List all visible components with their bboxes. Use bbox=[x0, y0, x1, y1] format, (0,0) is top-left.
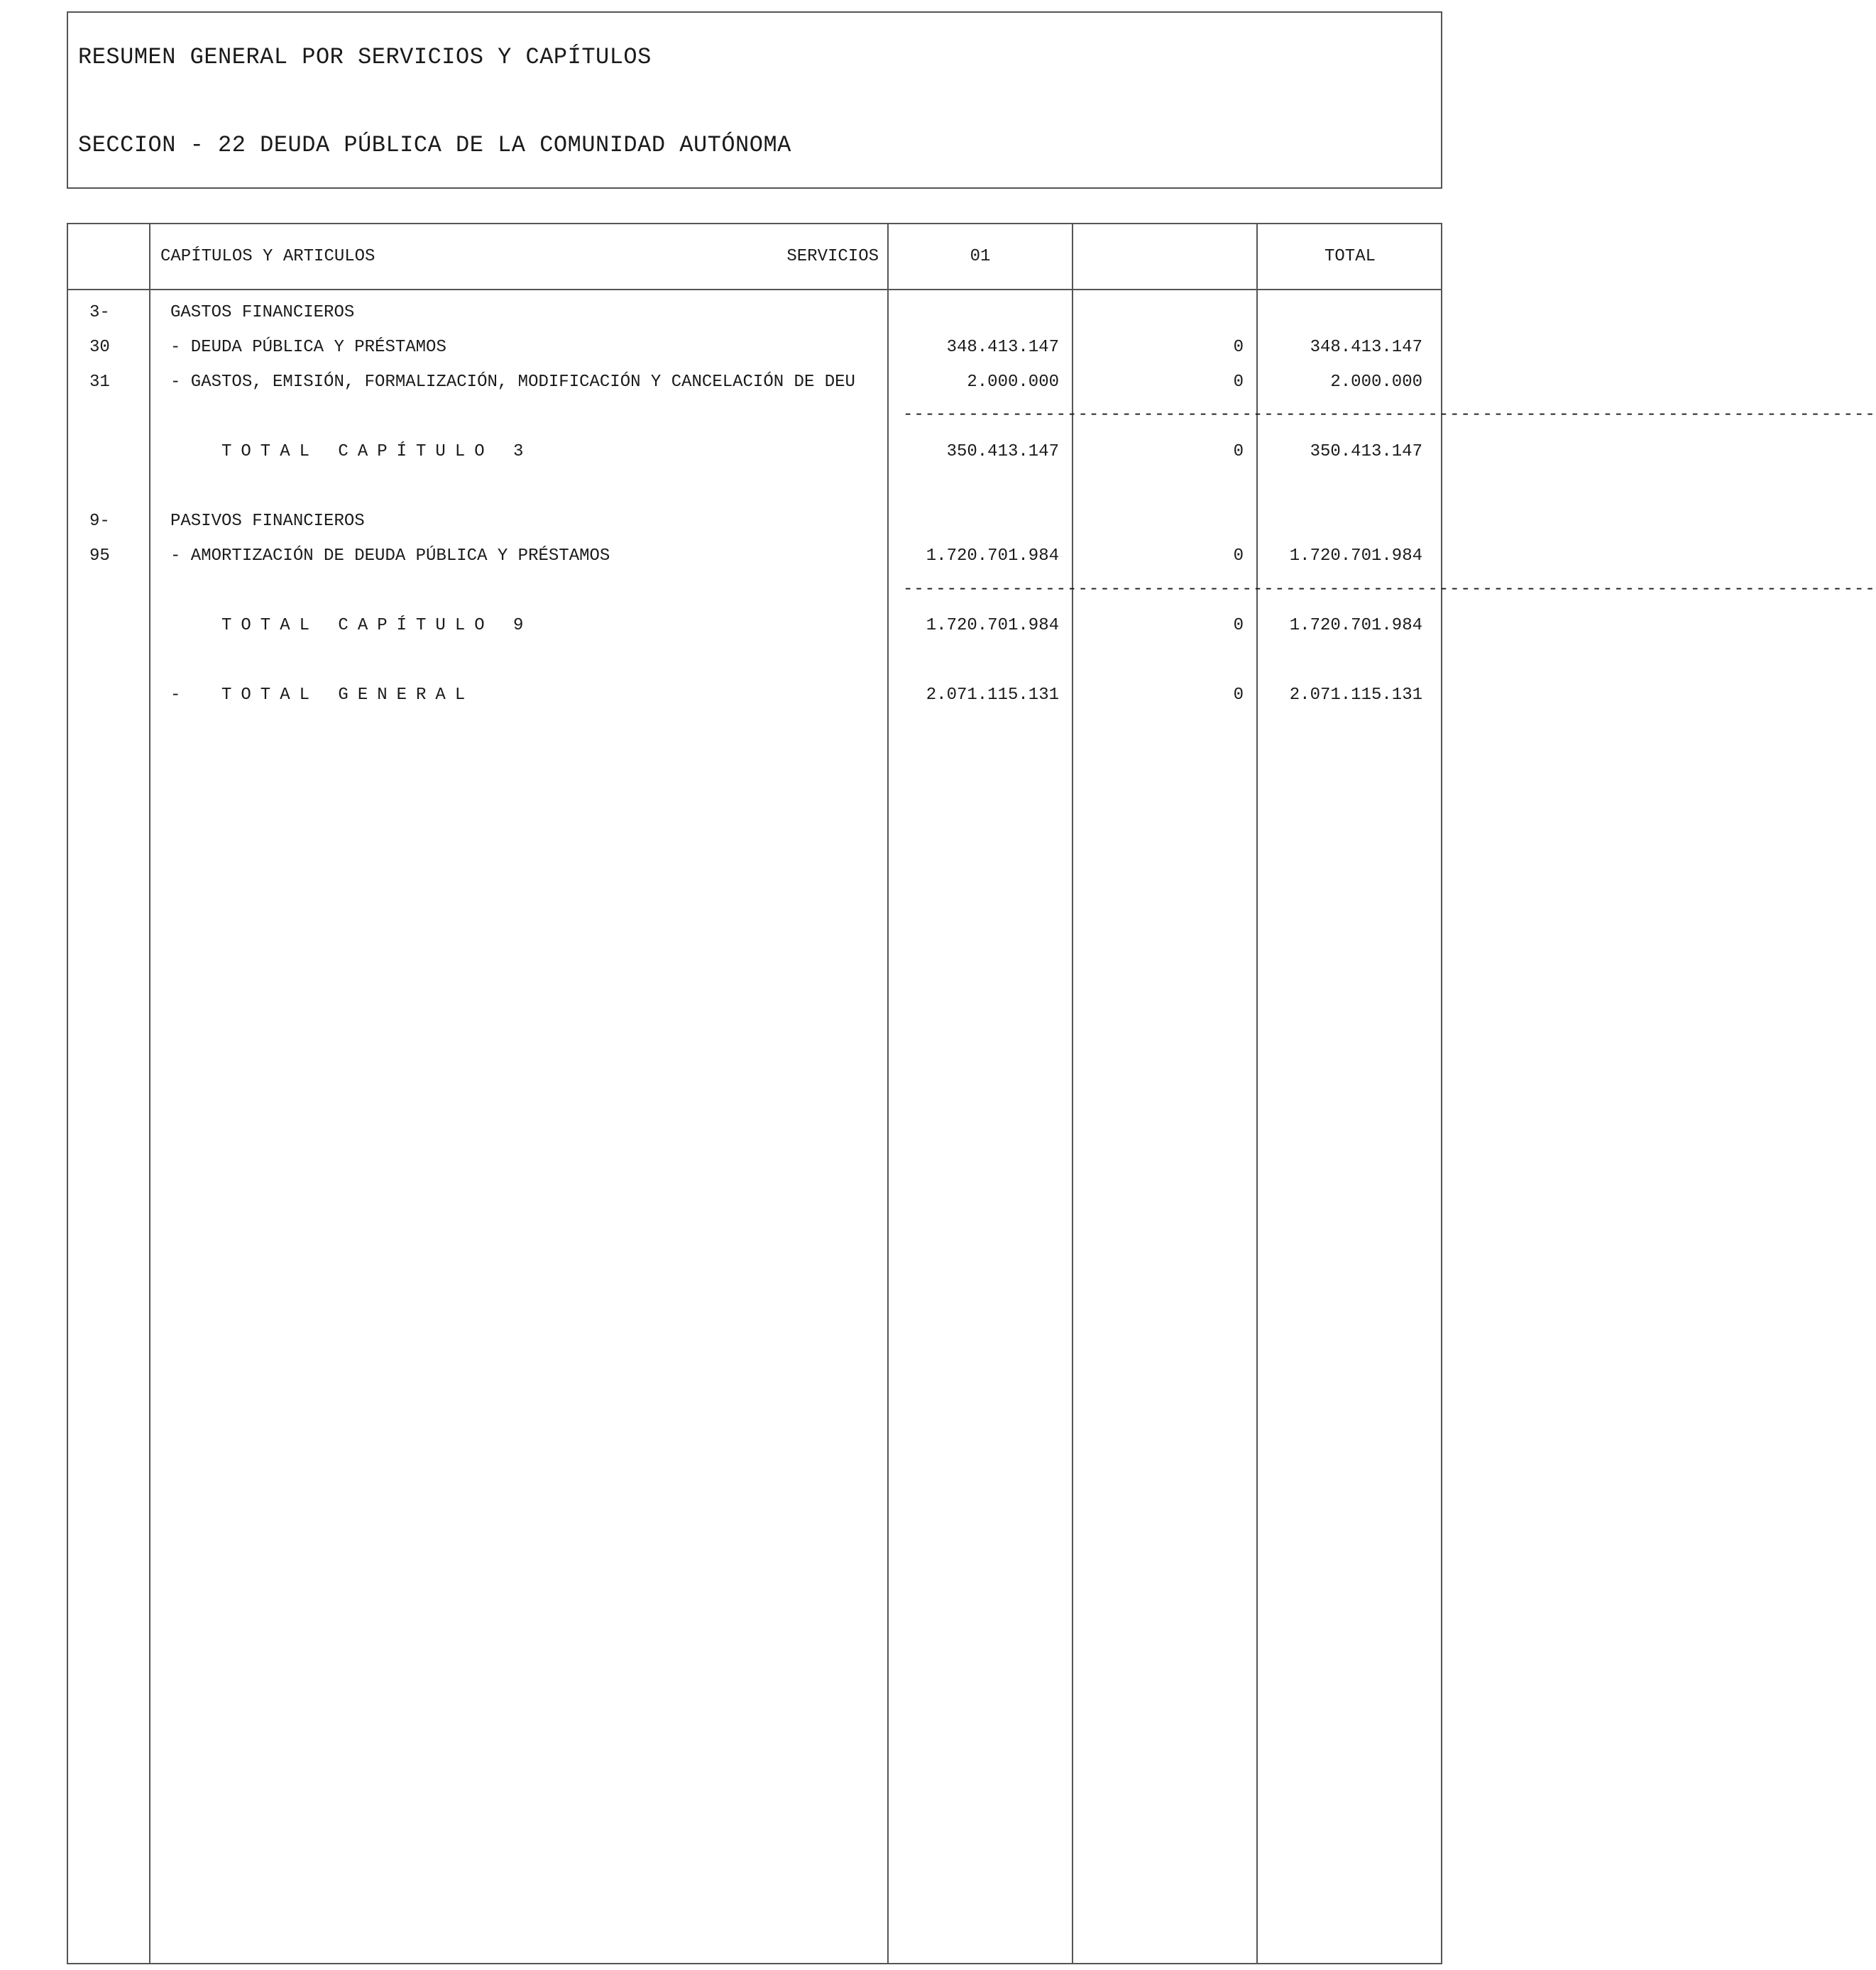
chapter-total-total: 350.413.147 bbox=[1310, 442, 1422, 461]
chapter-label: GASTOS FINANCIEROS bbox=[170, 303, 355, 322]
article-value-total: 2.000.000 bbox=[1330, 373, 1422, 392]
article-label: - GASTOS, EMISIÓN, FORMALIZACIÓN, MODIFICACIÓN Y CANCELACIÓN DE DEU bbox=[170, 373, 855, 392]
chapter-total-label: TOTAL CAPÍTULO 3 bbox=[221, 442, 533, 461]
chapter-code: 3- bbox=[89, 303, 110, 322]
chapter-total-01: 1.720.701.984 bbox=[926, 616, 1059, 635]
section-title: SECCION - 22 DEUDA PÚBLICA DE LA COMUNIDAD AUTÓNOMA bbox=[78, 132, 791, 158]
column-header-total: TOTAL bbox=[1324, 247, 1376, 266]
column-divider bbox=[1256, 224, 1258, 1963]
article-value-01: 2.000.000 bbox=[967, 373, 1059, 392]
chapter-code: 9- bbox=[89, 512, 110, 531]
article-value-blank: 0 bbox=[1233, 338, 1244, 357]
chapter-total-label: TOTAL CAPÍTULO 9 bbox=[221, 616, 533, 635]
report-header bbox=[67, 11, 1442, 189]
column-header-01: 01 bbox=[970, 247, 991, 266]
chapter-total-01: 350.413.147 bbox=[946, 442, 1059, 461]
chapter-total-blank: 0 bbox=[1233, 442, 1244, 461]
subtotal-separator: ----------------------------------------------------------------------------------------- bbox=[903, 405, 1876, 424]
budget-table bbox=[67, 223, 1876, 1964]
chapter-total-total: 1.720.701.984 bbox=[1289, 616, 1422, 635]
column-divider bbox=[149, 224, 150, 1963]
article-value-01: 348.413.147 bbox=[946, 338, 1059, 357]
column-divider bbox=[1072, 224, 1073, 1963]
article-value-total: 348.413.147 bbox=[1310, 338, 1422, 357]
column-header-capitulos: CAPÍTULOS Y ARTICULOS bbox=[160, 247, 375, 266]
article-code: 95 bbox=[89, 546, 110, 566]
subtotal-separator: ----------------------------------------------------------------------------------------- bbox=[903, 580, 1876, 599]
report-title: RESUMEN GENERAL POR SERVICIOS Y CAPÍTULOS bbox=[78, 44, 652, 70]
article-value-01: 1.720.701.984 bbox=[926, 546, 1059, 566]
column-divider bbox=[887, 224, 889, 1963]
general-total-dash: - bbox=[170, 686, 181, 705]
general-total-label: TOTAL GENERAL bbox=[221, 686, 475, 705]
general-total-01: 2.071.115.131 bbox=[926, 686, 1059, 705]
column-header-servicios: SERVICIOS bbox=[786, 247, 879, 266]
article-code: 30 bbox=[89, 338, 110, 357]
chapter-total-blank: 0 bbox=[1233, 616, 1244, 635]
article-value-blank: 0 bbox=[1233, 546, 1244, 566]
chapter-label: PASIVOS FINANCIEROS bbox=[170, 512, 365, 531]
general-total-total: 2.071.115.131 bbox=[1289, 686, 1422, 705]
general-total-blank: 0 bbox=[1233, 686, 1244, 705]
article-value-blank: 0 bbox=[1233, 373, 1244, 392]
article-code: 31 bbox=[89, 373, 110, 392]
article-label: - AMORTIZACIÓN DE DEUDA PÚBLICA Y PRÉSTAMOS bbox=[170, 546, 610, 566]
article-label: - DEUDA PÚBLICA Y PRÉSTAMOS bbox=[170, 338, 446, 357]
header-divider bbox=[68, 289, 1441, 290]
article-value-total: 1.720.701.984 bbox=[1289, 546, 1422, 566]
